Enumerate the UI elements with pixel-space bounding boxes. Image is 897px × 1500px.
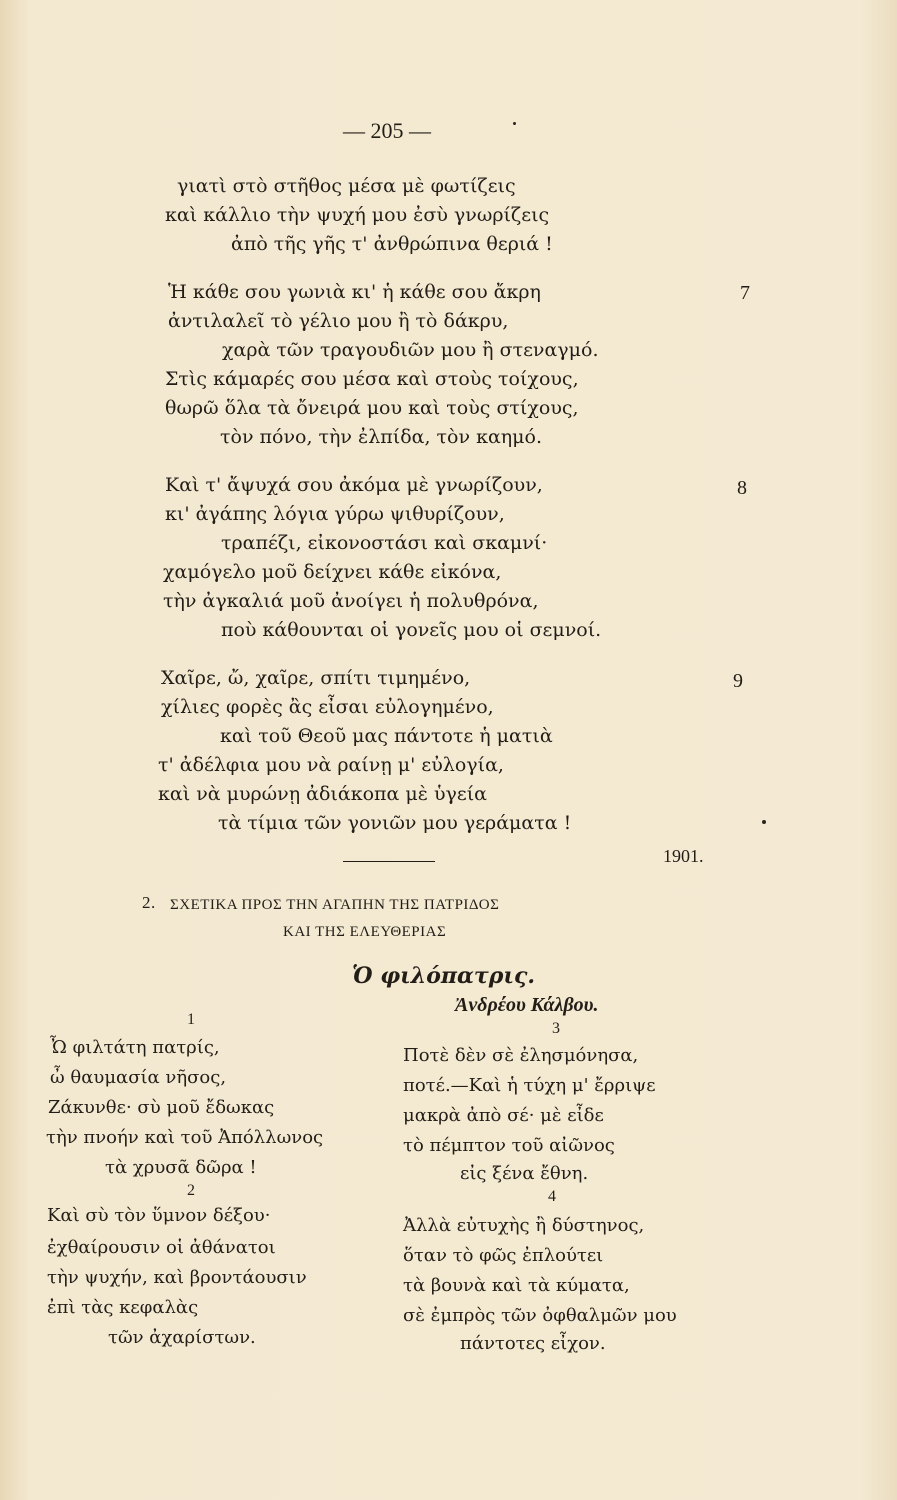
separator-rule	[343, 861, 435, 862]
verse-line: γιατὶ στὸ στῆθος μέσα μὲ φωτίζεις	[177, 175, 516, 197]
verse-line: τ' ἀδέλφια μου νὰ ραίνῃ μ' εὐλογία,	[158, 754, 504, 776]
verse-line: καὶ τοῦ Θεοῦ μας πάντοτε ἡ ματιὰ	[220, 725, 553, 747]
verse-line: Ἡ κάθε σου γωνιὰ κι' ἡ κάθε σου ἄκρη	[168, 281, 541, 303]
section-heading-line1: ΣΧΕΤΙΚΑ ΠΡΟΣ ΤΗΝ ΑΓΑΠΗΝ ΤΗΣ ΠΑΤΡΙΔΟΣ	[170, 897, 500, 913]
verse-line: καὶ κάλλιο τὴν ψυχή μου ἐσὺ γνωρίζεις	[165, 204, 550, 226]
verse-line: Χαῖρε, ὤ, χαῖρε, σπίτι τιμημένο,	[161, 667, 471, 689]
strophe-number: 1	[187, 1011, 195, 1028]
poem-year: 1901.	[663, 846, 704, 866]
verse-line: Καὶ σὺ τὸν ὕμνον δέξου·	[47, 1205, 271, 1226]
verse-line: χαμόγελο μοῦ δείχνει κάθε εἰκόνα,	[163, 561, 502, 583]
verse-line: Στὶς κάμαρές σου μέσα καὶ στοὺς τοίχους,	[165, 368, 579, 390]
verse-line: ὅταν τὸ φῶς ἐπλούτει	[403, 1245, 604, 1266]
verse-line: τὴν ἀγκαλιά μοῦ ἀνοίγει ἡ πολυθρόνα,	[163, 590, 539, 612]
verse-line: τὸ πέμπτον τοῦ αἰῶνος	[403, 1135, 615, 1156]
verse-line: Ἀλλὰ εὐτυχὴς ἢ δύστηνος,	[403, 1215, 645, 1236]
verse-line: πάντοτες εἶχον.	[460, 1333, 606, 1354]
verse-line: ἐχθαίρουσιν οἱ ἀθάνατοι	[47, 1237, 276, 1258]
print-speck	[513, 122, 516, 125]
strophe-number: 2	[187, 1182, 195, 1199]
verse-line: ποτέ.—Καὶ ἡ τύχη μ' ἔρριψε	[403, 1075, 656, 1096]
verse-line: τῶν ἀχαρίστων.	[108, 1327, 256, 1348]
section-heading-line2: ΚΑΙ ΤΗΣ ΕΛΕΥΘΕΡΙΑΣ	[283, 924, 447, 940]
strophe-number: 4	[548, 1188, 556, 1205]
verse-line: χίλιες φορὲς ἂς εἶσαι εὐλογημένο,	[161, 696, 494, 718]
poem-author: Ἀνδρέου Κάλβου.	[455, 994, 599, 1016]
page-number: — 205 —	[343, 118, 431, 143]
verse-line: ὦ θαυμασία νῆσος,	[50, 1067, 227, 1088]
verse-line: τὰ βουνὰ καὶ τὰ κύματα,	[403, 1275, 630, 1296]
verse-line: εἰς ξένα ἔθνη.	[460, 1163, 589, 1184]
verse-line: Ποτὲ δὲν σὲ ἐλησμόνησα,	[403, 1045, 639, 1066]
verse-line: τὰ χρυσᾶ δῶρα !	[105, 1157, 257, 1178]
verse-line: σὲ ἐμπρὸς τῶν ὀφθαλμῶν μου	[403, 1305, 677, 1326]
verse-line: τὴν πνοήν καὶ τοῦ Ἀπόλλωνος	[46, 1127, 324, 1148]
stanza-number: 8	[737, 477, 747, 499]
stanza-number: 7	[740, 282, 750, 304]
verse-line: θωρῶ ὅλα τὰ ὄνειρά μου καὶ τοὺς στίχους,	[165, 397, 579, 419]
verse-line: ἀπὸ τῆς γῆς τ' ἀνθρώπινα θεριά !	[231, 233, 553, 255]
stanza-number: 9	[733, 670, 743, 692]
verse-line: ἐπὶ τὰς κεφαλὰς	[47, 1297, 199, 1318]
verse-line: ἀντιλαλεῖ τὸ γέλιο μου ἢ τὸ δάκρυ,	[168, 310, 509, 332]
verse-line: χαρὰ τῶν τραγουδιῶν μου ἢ στεναγμό.	[222, 339, 599, 361]
poem-title: Ὁ φιλόπατρις.	[352, 963, 536, 989]
verse-line: ποὺ κάθουνται οἱ γονεῖς μου οἱ σεμνοί.	[221, 619, 602, 641]
verse-line: Ζάκυνθε· σὺ μοῦ ἔδωκας	[48, 1097, 275, 1118]
verse-line: τὴν ψυχήν, καὶ βροντάουσιν	[47, 1267, 307, 1288]
verse-line: τὰ τίμια τῶν γονιῶν μου γεράματα !	[218, 812, 572, 834]
verse-line: Καὶ τ' ἄψυχά σου ἀκόμα μὲ γνωρίζουν,	[165, 474, 543, 496]
verse-line: μακρὰ ἀπὸ σέ· μὲ εἶδε	[403, 1105, 604, 1126]
strophe-number: 3	[552, 1020, 560, 1037]
print-speck	[762, 820, 766, 824]
verse-line: τὸν πόνο, τὴν ἐλπίδα, τὸν καημό.	[220, 426, 542, 448]
verse-line: Ὦ φιλτάτη πατρίς,	[50, 1037, 220, 1058]
verse-line: καὶ νὰ μυρώνῃ ἀδιάκοπα μὲ ὑγεία	[158, 783, 487, 805]
verse-line: κι' ἀγάπης λόγια γύρω ψιθυρίζουν,	[165, 503, 505, 525]
verse-line: τραπέζι, εἰκονοστάσι καὶ σκαμνί·	[221, 532, 548, 554]
section-number: 2.	[142, 893, 156, 912]
